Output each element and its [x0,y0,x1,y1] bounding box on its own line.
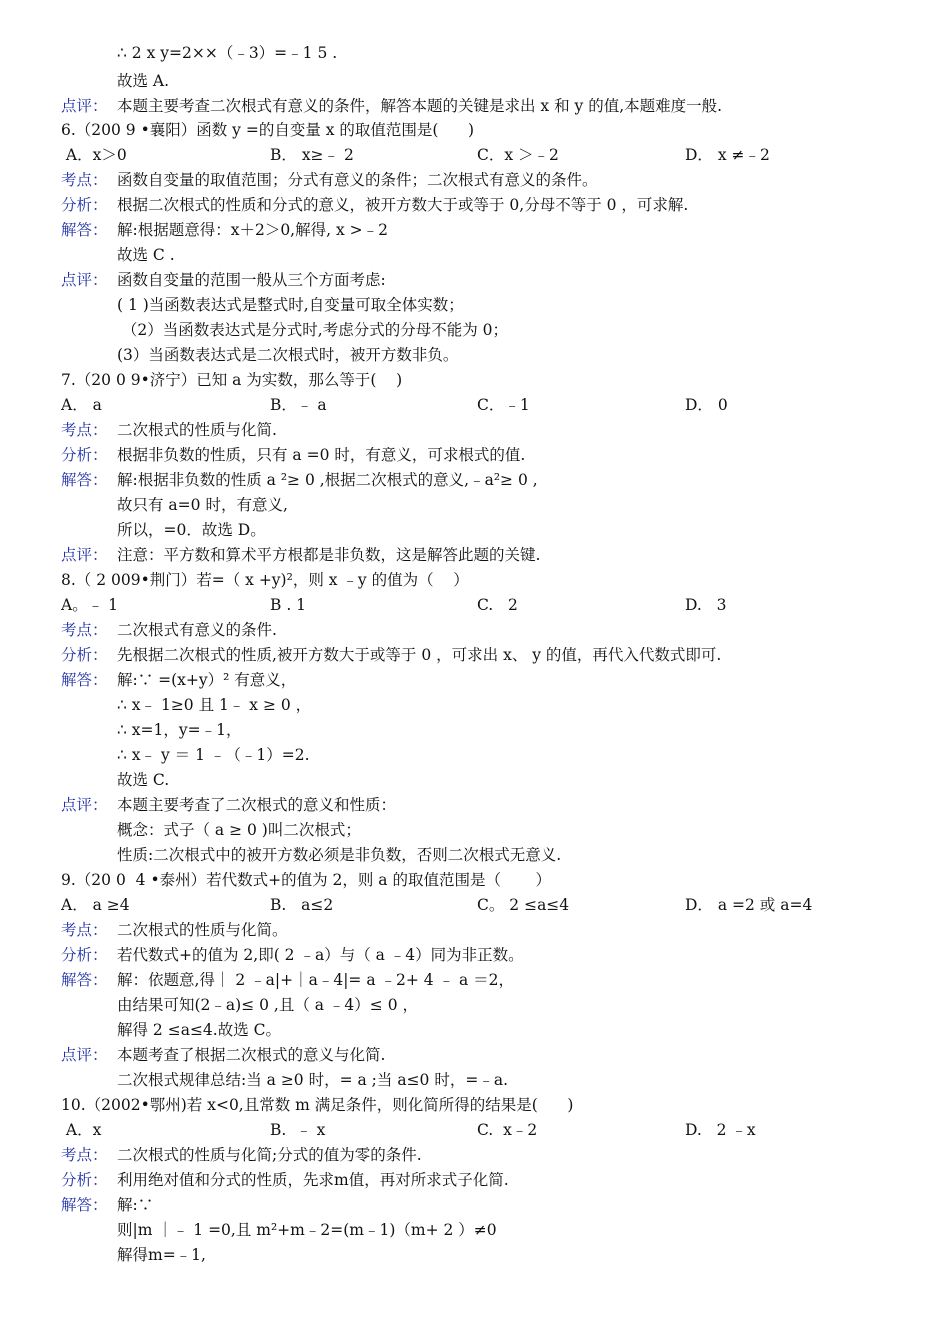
body-text: 故选 A. [117,72,170,90]
answer-option: A．x [61,1121,102,1139]
section-text: 二次根式的性质与化简。 [117,921,288,939]
section-text: 根据二次根式的性质和分式的意义，被开方数大于或等于 0,分母不等于 0 ，可求解. [117,196,689,214]
section-label: 考点： [61,621,108,639]
section-text: 本题主要考查二次根式有意义的条件，解答本题的关键是求出 x 和 y 的值,本题难度一般. [117,97,723,115]
section-text: 若代数式+的值为 2,即( 2 ﹣a）与（ a ﹣4）同为非正数。 [117,946,524,964]
body-text: ∴ x=1，y=﹣1， [117,721,242,739]
answer-option: D． a =2 或 a=4 [685,896,813,914]
doc-line-question [0,118,950,142]
section-label: 解答： [61,971,108,989]
doc-line-text [0,693,950,717]
doc-line-text [0,493,950,517]
body-text: ∴ x﹣ 1≥0 且 1﹣ x ≥ 0 ， [117,696,312,714]
doc-line-label [0,418,950,442]
body-text: 故选 C . [117,246,175,264]
body-text: 故选 C. [117,771,170,789]
section-label: 考点： [61,1146,108,1164]
doc-line-label [0,643,950,667]
section-text: 函数自变量的取值范围；分式有意义的条件；二次根式有意义的条件。 [117,171,598,189]
section-label: 点评： [61,546,108,564]
answer-option: D． x ≠﹣2 [685,146,770,164]
doc-line-options [0,143,950,167]
section-label: 点评： [61,796,108,814]
question-stem: 9.（20 0 4 •泰州）若代数式+的值为 2，则 a 的取值范围是（ ） [61,871,551,889]
doc-line-label [0,943,950,967]
body-text: 概念：式子（ a ≥ 0 )叫二次根式； [117,821,361,839]
doc-line-question [0,368,950,392]
doc-line-label [0,94,950,118]
doc-line-text [0,1068,950,1092]
doc-line-text [0,41,950,65]
doc-line-label [0,443,950,467]
doc-line-label [0,1193,950,1217]
doc-line-options [0,593,950,617]
body-text: 则|m ｜﹣ 1 =0,且 m²+m﹣2=(m﹣1)（m+ 2 ）≠0 [117,1221,497,1239]
doc-line-label [0,668,950,692]
doc-line-label [0,793,950,817]
question-stem: 7.（20 0 9•济宁）已知 a 为实数，那么等于( ) [61,371,403,389]
section-label: 点评： [61,1046,108,1064]
answer-option: D. 3 [685,596,727,614]
section-text: 本题考查了根据二次根式的意义与化简. [117,1046,386,1064]
section-label: 分析： [61,196,108,214]
section-text: 二次根式的性质与化简. [117,421,277,439]
section-label: 分析： [61,946,108,964]
answer-option: A． a ≥4 [61,896,130,914]
doc-line-label [0,1143,950,1167]
section-label: 考点： [61,421,108,439]
answer-option: D. 2 ﹣x [685,1121,756,1139]
answer-option: C. x﹣2 [477,1121,538,1139]
doc-line-text [0,843,950,867]
doc-line-text [0,768,950,792]
doc-line-text [0,69,950,93]
section-label: 考点： [61,921,108,939]
section-text: 根据非负数的性质，只有 a =0 时，有意义，可求根式的值. [117,446,526,464]
section-label: 解答： [61,471,108,489]
section-label: 点评： [61,271,108,289]
section-label: 解答： [61,1196,108,1214]
section-label: 分析： [61,1171,108,1189]
section-text: 解:∵ =(x+y）² 有意义， [117,671,297,689]
answer-option: D． 0 [685,396,728,414]
section-text: 解:∵ [117,1196,154,1214]
answer-option: B． x≥﹣ 2 [270,146,354,164]
doc-line-text [0,1218,950,1242]
answer-option: C．﹣1 [477,396,530,414]
doc-line-text [0,818,950,842]
question-stem: 6.（200 9 •襄阳）函数 y =的自变量 x 的取值范围是( ) [61,121,475,139]
doc-line-options [0,393,950,417]
body-text: ( 1 )当函数表达式是整式时,自变量可取全体实数； [117,296,464,314]
answer-option: A。﹣ 1 [61,596,118,614]
doc-line-label [0,218,950,242]
doc-line-text [0,293,950,317]
section-text: 二次根式有意义的条件. [117,621,277,639]
section-text: 利用绝对值和分式的性质，先求m值，再对所求式子化简. [117,1171,509,1189]
section-text: 二次根式的性质与化简;分式的值为零的条件. [117,1146,422,1164]
doc-line-label [0,468,950,492]
body-text: ∴ x﹣ y ＝ 1 ﹣（﹣1）=2. [117,746,310,764]
section-label: 点评： [61,97,108,115]
body-text: 故只有 a=0 时，有意义, [117,496,288,514]
section-text: 解：依题意,得｜ 2 ﹣a|+｜a﹣4|= a ﹣2+ 4 ﹣ a ＝2， [117,971,515,989]
section-text: 先根据二次根式的性质,被开方数大于或等于 0 ，可求出 x、 y 的值，再代入代数式即可. [117,646,722,664]
doc-line-question [0,1093,950,1117]
doc-line-label [0,268,950,292]
doc-line-options [0,893,950,917]
section-text: 注意：平方数和算术平方根都是非负数，这是解答此题的关键. [117,546,541,564]
answer-option: A．x＞0 [61,146,127,164]
section-label: 分析： [61,646,108,664]
answer-option: C. 2 [477,596,518,614]
question-stem: 10.（2002•鄂州)若 x<0,且常数 m 满足条件，则化简所得的结果是( ) [61,1096,574,1114]
section-label: 解答： [61,221,108,239]
section-label: 解答： [61,671,108,689]
answer-option: A． a [61,396,102,414]
section-text: 解:根据题意得：x＋2＞0,解得, x >﹣2 [117,221,388,239]
section-label: 分析： [61,446,108,464]
answer-option: B . 1 [270,596,307,614]
body-text: (3）当函数表达式是二次根式时，被开方数非负。 [117,346,459,364]
doc-line-text [0,718,950,742]
section-text: 解:根据非负数的性质 a ²≥ 0 ,根据二次根式的意义,﹣a²≥ 0 , [117,471,538,489]
doc-line-text [0,518,950,542]
body-text: 由结果可知(2﹣a)≤ 0 ,且（ a ﹣4）≤ 0 ， [117,996,418,1014]
doc-line-text [0,743,950,767]
doc-line-label [0,543,950,567]
question-stem: 8.（ 2 009•荆门）若=（ x +y)²，则 x ﹣y 的值为（ ） [61,571,469,589]
doc-line-text [0,1243,950,1267]
doc-line-text [0,343,950,367]
doc-line-question [0,868,950,892]
doc-line-label [0,1168,950,1192]
doc-line-text [0,243,950,267]
body-text: （2）当函数表达式是分式时,考虑分式的分母不能为 0； [117,321,509,339]
doc-line-options [0,1118,950,1142]
doc-line-label [0,193,950,217]
body-text: 二次根式规律总结:当 a ≥0 时，= a ;当 a≤0 时，=﹣a. [117,1071,508,1089]
body-text: 性质:二次根式中的被开方数必须是非负数，否则二次根式无意义. [117,846,562,864]
answer-option: C。 2 ≤a≤4 [477,896,570,914]
doc-line-label [0,618,950,642]
body-text: 解得 2 ≤a≤4.故选 C。 [117,1021,282,1039]
body-text: ∴ 2 x y=2××（﹣3）=﹣1 5 . [117,44,338,62]
doc-line-text [0,318,950,342]
answer-option: B. a≤2 [270,896,334,914]
answer-option: C．x ＞﹣2 [477,146,559,164]
body-text: 解得m=﹣1, [117,1246,206,1264]
doc-line-label [0,968,950,992]
body-text: 所以，=0．故选 D。 [117,521,266,539]
doc-line-label [0,168,950,192]
doc-line-text [0,993,950,1017]
doc-line-label [0,918,950,942]
section-label: 考点： [61,171,108,189]
answer-option: B. ﹣ x [270,1121,326,1139]
doc-line-label [0,1043,950,1067]
answer-option: B．﹣ a [270,396,327,414]
doc-line-question [0,568,950,592]
section-text: 函数自变量的范围一般从三个方面考虑: [117,271,386,289]
doc-line-text [0,1018,950,1042]
section-text: 本题主要考查了二次根式的意义和性质： [117,796,397,814]
